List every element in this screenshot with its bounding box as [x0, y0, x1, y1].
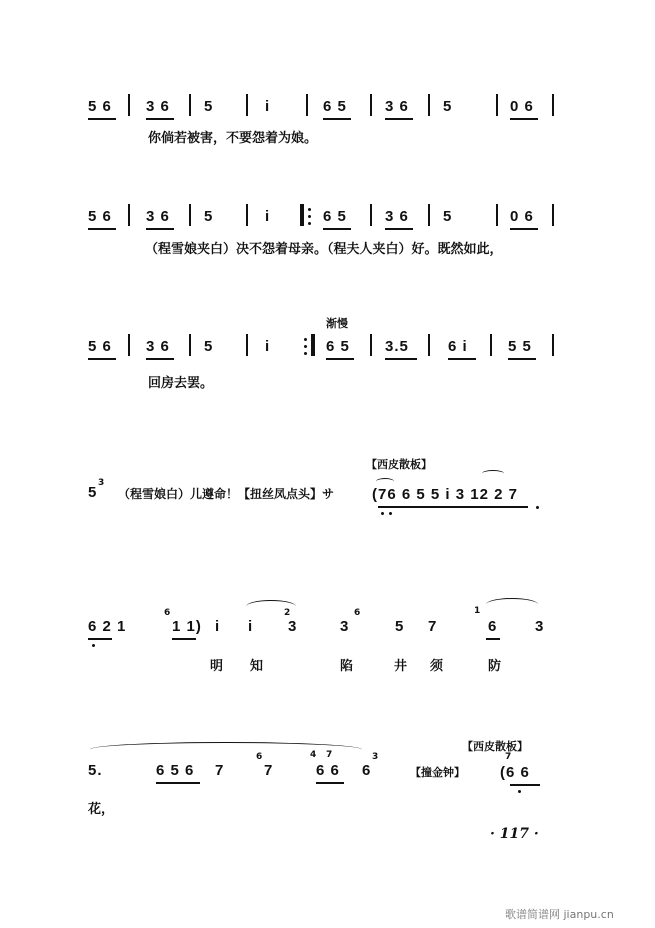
melody-tail: (6 6 [500, 764, 530, 781]
barline [189, 94, 191, 116]
note: 7 [428, 618, 438, 635]
note: 5. [88, 762, 103, 779]
beam [510, 784, 540, 786]
slur [482, 470, 504, 477]
note: 5 [443, 98, 453, 115]
beam [510, 228, 538, 230]
barline [246, 334, 248, 356]
grace-note: 4 [310, 750, 317, 760]
note-group: 6 5 [323, 98, 347, 115]
barline [246, 204, 248, 226]
long-slur [90, 742, 362, 757]
note: 5 [443, 208, 453, 225]
watermark: 歌谱简谱网 jianpu.cn [505, 908, 614, 921]
barline [306, 94, 308, 116]
note-group: 3 6 [385, 208, 409, 225]
barline [128, 94, 130, 116]
note-group: 5 6 [88, 338, 112, 355]
note: 7 [264, 762, 274, 779]
note: 5 [204, 338, 214, 355]
note: i [215, 618, 221, 635]
slur [376, 478, 394, 485]
slur [486, 598, 538, 611]
grace-note: 7 [326, 750, 333, 760]
grace-note: 3 [372, 752, 379, 762]
barline [189, 204, 191, 226]
note-group: 6 5 [326, 338, 350, 355]
note-group: 5 6 [88, 208, 112, 225]
barline [128, 334, 130, 356]
beam [323, 118, 351, 120]
repeat-dot [304, 352, 307, 355]
note: 6 [488, 618, 498, 635]
note-group: 6 i [448, 338, 468, 355]
lyric-line: 花， [88, 802, 115, 817]
note-group: 6 2 1 [88, 618, 127, 635]
lead-note: 5 [88, 484, 98, 501]
note-group: 5 5 [508, 338, 532, 355]
barline [490, 334, 492, 356]
barline [552, 334, 554, 356]
lyric-char: 防 [488, 659, 502, 674]
barline [370, 94, 372, 116]
note-group: 6 6 [316, 762, 340, 779]
lyric-line: 回房去罢。 [148, 376, 214, 391]
note-group: 3 6 [385, 98, 409, 115]
note: i [265, 338, 271, 355]
beam [323, 228, 351, 230]
melody-line: (76 6 5 5 i 3 12 2 7 [372, 486, 518, 503]
repeat-barline [311, 334, 315, 356]
beam [156, 782, 200, 784]
beam [146, 358, 174, 360]
beam [146, 118, 174, 120]
note: 5 [204, 208, 214, 225]
note-group: 3 6 [146, 208, 170, 225]
barline [428, 94, 430, 116]
lyric-char: 须 [430, 659, 444, 674]
barline [428, 334, 430, 356]
grace-note: 6 [256, 752, 263, 762]
barline [189, 334, 191, 356]
mode-label: 【西皮散板】 [462, 740, 528, 753]
note: 7 [215, 762, 225, 779]
beam [172, 638, 196, 640]
note: i [248, 618, 254, 635]
note: i [265, 208, 271, 225]
note-group: 5 6 [88, 98, 112, 115]
beam [385, 118, 413, 120]
barline [496, 94, 498, 116]
beam [88, 118, 116, 120]
note-group: 0 6 [510, 208, 534, 225]
beam [448, 358, 476, 360]
note-group: 3 6 [146, 338, 170, 355]
beam [510, 118, 538, 120]
barline [128, 204, 130, 226]
lyric-char: 井 [394, 659, 408, 674]
beam [88, 358, 116, 360]
barline [496, 204, 498, 226]
grace-note: 1 [474, 606, 481, 616]
tempo-marking: 渐慢 [326, 317, 348, 330]
repeat-dot [308, 222, 311, 225]
repeat-dot [304, 345, 307, 348]
barline [370, 204, 372, 226]
note: 3 [535, 618, 545, 635]
grace-note: 3 [98, 478, 105, 488]
note: 6 [362, 762, 372, 779]
grace-note: 6 [164, 608, 171, 618]
note: 5 [395, 618, 405, 635]
note: 5 [204, 98, 214, 115]
repeat-barline [300, 204, 304, 226]
beam [146, 228, 174, 230]
note-group: 3 6 [146, 98, 170, 115]
mode-label: 【西皮散板】 [366, 458, 432, 471]
note-group: 3.5 [385, 338, 409, 355]
beam [508, 358, 536, 360]
barline [428, 204, 430, 226]
note: 3 [288, 618, 298, 635]
beam [385, 228, 413, 230]
lyric-char: 陷 [340, 659, 354, 674]
octave-dot [92, 644, 95, 647]
lyric-char: 知 [250, 659, 264, 674]
beam [88, 638, 112, 640]
beam [326, 358, 354, 360]
barline [370, 334, 372, 356]
lyric-line: （程雪娘夹白）决不怨着母亲。（程夫人夹白）好。既然如此， [145, 242, 503, 257]
beam [385, 358, 417, 360]
note-group: 6 5 6 [156, 762, 195, 779]
repeat-dot [308, 215, 311, 218]
octave-dot [381, 512, 384, 515]
beam [486, 638, 500, 640]
repeat-dot [308, 208, 311, 211]
spoken-text: （程雪娘白）儿遵命！【扭丝凤点头】サ [118, 487, 335, 501]
barline [246, 94, 248, 116]
beam [88, 228, 116, 230]
octave-dot [389, 512, 392, 515]
note-group: 0 6 [510, 98, 534, 115]
grace-note: 2 [284, 608, 291, 618]
grace-note: 6 [354, 608, 361, 618]
barline [552, 94, 554, 116]
beam [316, 782, 344, 784]
page-number: · 117 · [490, 826, 539, 842]
octave-dot [536, 506, 539, 509]
note: i [265, 98, 271, 115]
beam [378, 506, 528, 508]
octave-dot [518, 790, 521, 793]
grace-note: 7 [505, 752, 512, 762]
note: 3 [340, 618, 350, 635]
repeat-dot [304, 338, 307, 341]
note-group: 1 1) [172, 618, 202, 635]
lyric-char: 明 [210, 659, 224, 674]
lyric-line: 你倘若被害，不要怨着为娘。 [148, 131, 318, 146]
melody-label: 【撞金钟】 [410, 766, 465, 779]
note-group: 6 5 [323, 208, 347, 225]
barline [552, 204, 554, 226]
